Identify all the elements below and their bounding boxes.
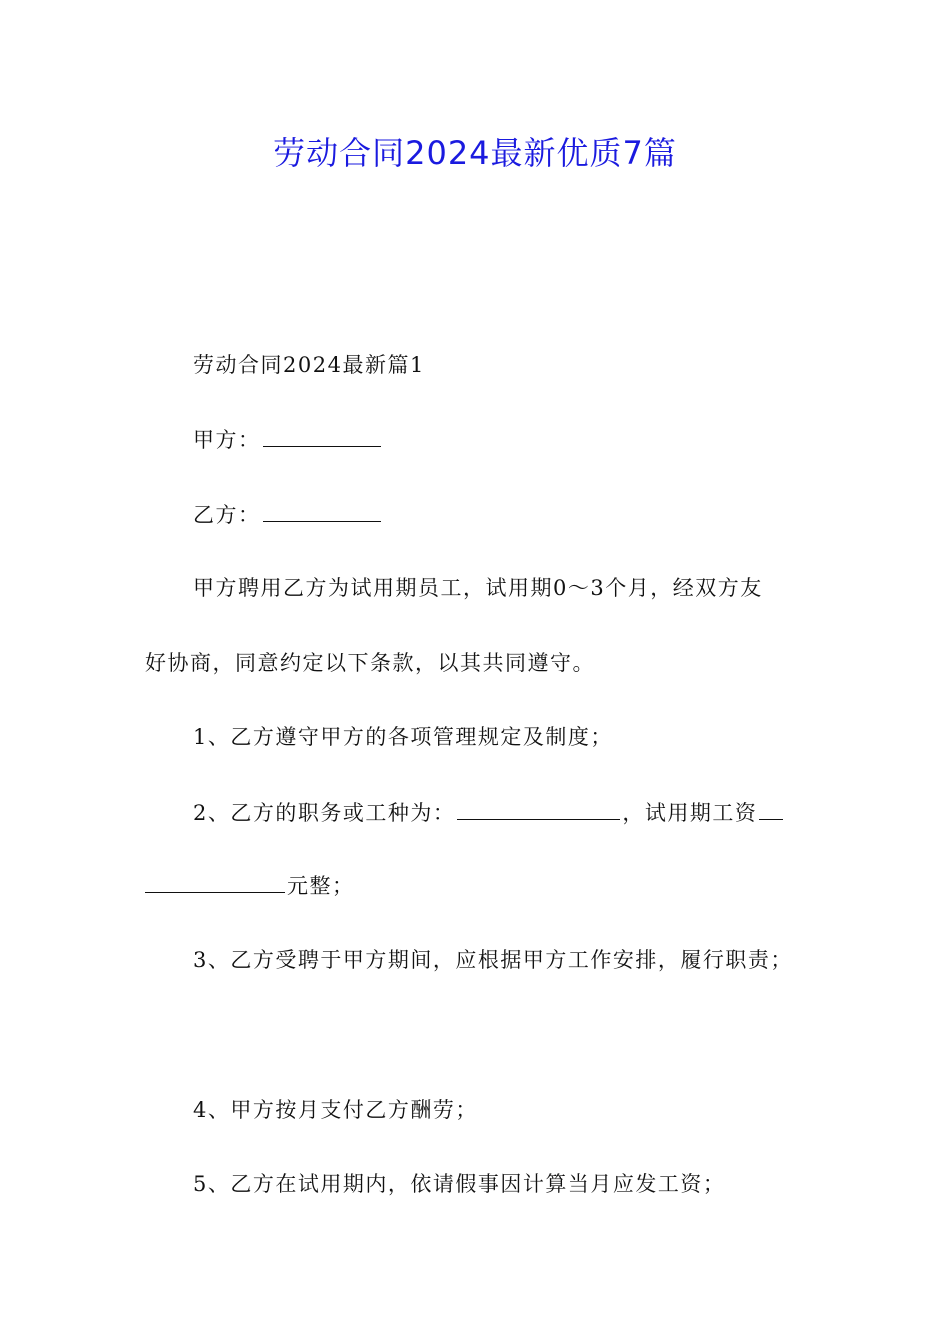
party-a-line — [193, 424, 383, 454]
intro-paragraph-line-2: 好协商，同意约定以下条款，以其共同遵守。 — [145, 651, 595, 675]
clause-1: 1、乙方遵守甲方的各项管理规定及制度； — [193, 725, 613, 749]
wage-blank-end — [145, 891, 285, 893]
section-heading: 劳动合同2024最新篇1 — [193, 353, 425, 377]
clause-2-text-c: 元整； — [287, 874, 355, 898]
clause-2-text-b: ，试用期工资 — [622, 801, 758, 825]
party-a-blank — [263, 445, 381, 447]
document-title: 劳动合同2024最新优质7篇 — [273, 134, 677, 172]
clause-2-text-a: 2、乙方的职务或工种为： — [193, 801, 456, 825]
party-b-line — [193, 499, 383, 529]
intro-paragraph-line-1: 甲方聘用乙方为试用期员工，试用期0～3个月，经双方友 — [193, 576, 763, 600]
position-blank — [457, 818, 620, 820]
clause-5: 5、乙方在试用期内，依请假事因计算当月应发工资； — [193, 1172, 726, 1196]
party-b-label: 乙方： — [193, 503, 261, 527]
wage-blank-start — [759, 818, 783, 820]
clause-2-line-1 — [193, 797, 785, 827]
clause-4: 4、甲方按月支付乙方酬劳； — [193, 1098, 478, 1122]
party-a-label: 甲方： — [193, 428, 261, 452]
party-b-blank — [263, 520, 381, 522]
clause-3: 3、乙方受聘于甲方期间，应根据甲方工作安排，履行职责； — [193, 948, 793, 972]
clause-2-line-2 — [145, 870, 355, 900]
